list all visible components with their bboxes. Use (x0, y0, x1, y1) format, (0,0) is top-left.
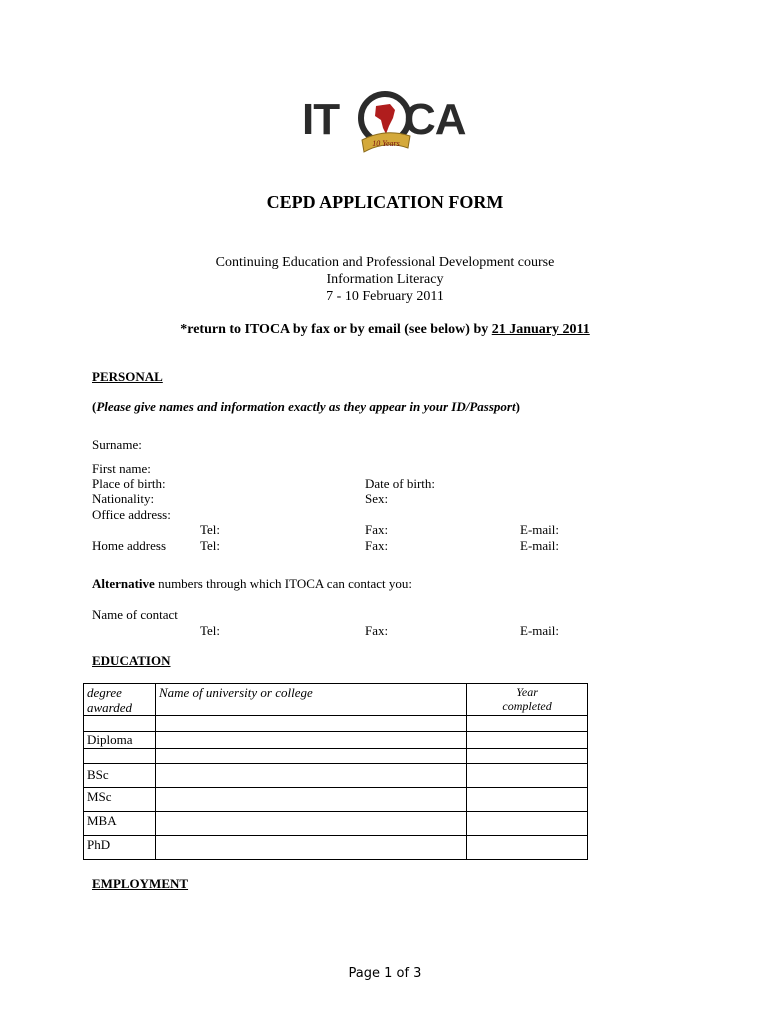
table-row (84, 764, 588, 788)
return-note-text: *return to ITOCA by fax or by email (see below) by (180, 322, 492, 337)
table-row (84, 732, 588, 749)
office-tel-label: Tel: (200, 522, 221, 537)
education-table (83, 683, 588, 860)
year-cell[interactable] (467, 836, 588, 860)
personal-instruction (92, 399, 520, 415)
table-row (84, 836, 588, 860)
university-cell[interactable] (155, 749, 466, 764)
education-heading: EDUCATION (92, 653, 171, 668)
home-tel-label: Tel: (200, 538, 221, 553)
office-address-label: Office address: (92, 507, 171, 522)
university-cell[interactable] (155, 812, 466, 836)
form-title: CEPD APPLICATION FORM (266, 192, 504, 212)
header-degree-awarded: degree awarded (84, 684, 156, 716)
return-note-date: 21 January 2011 (491, 322, 590, 337)
itoca-logo (300, 86, 470, 156)
table-row (84, 749, 588, 764)
year-cell[interactable] (467, 716, 588, 732)
surname-label: Surname: (92, 437, 142, 452)
table-header-row (84, 684, 588, 716)
degree-cell: PhD (84, 836, 156, 860)
contact-tel-label: Tel: (200, 623, 221, 638)
alternative-numbers-text (92, 576, 412, 592)
degree-cell: BSc (84, 764, 156, 788)
university-cell[interactable] (155, 716, 466, 732)
university-cell[interactable] (155, 732, 466, 749)
paren-close: ) (515, 399, 520, 414)
year-cell[interactable] (467, 764, 588, 788)
first-name-label: First name: (92, 461, 151, 476)
degree-cell: Diploma (84, 732, 156, 749)
office-email-label: E-mail: (520, 522, 559, 537)
degree-cell (84, 749, 156, 764)
office-fax-label: Fax: (365, 522, 389, 537)
degree-cell (84, 716, 156, 732)
subtitle-line-2: Information Literacy (326, 272, 444, 287)
home-address-label: Home address (92, 538, 167, 553)
alternative-bold: Alternative (92, 576, 155, 591)
contact-fax-label: Fax: (365, 623, 389, 638)
alternative-rest: numbers through which ITOCA can contact you: (154, 576, 412, 591)
year-cell[interactable] (467, 812, 588, 836)
badge-text: 10 Years (372, 139, 400, 148)
employment-heading: EMPLOYMENT (92, 876, 189, 891)
table-row (84, 812, 588, 836)
header-university: Name of university or college (155, 684, 466, 716)
table-row (84, 788, 588, 812)
university-cell[interactable] (155, 836, 466, 860)
name-of-contact-label: Name of contact (92, 607, 178, 622)
degree-cell: MBA (84, 812, 156, 836)
personal-heading: PERSONAL (92, 369, 163, 384)
return-note (0, 322, 770, 338)
year-cell[interactable] (467, 788, 588, 812)
home-email-label: E-mail: (520, 538, 559, 553)
table-row (84, 716, 588, 732)
contact-email-label: E-mail: (520, 623, 559, 638)
subtitle-line-3: 7 - 10 February 2011 (326, 289, 444, 304)
home-fax-label: Fax: (365, 538, 389, 553)
sex-label: Sex: (365, 491, 389, 506)
nationality-label: Nationality: (92, 491, 155, 506)
header-year-completed: Year completed (467, 684, 588, 716)
place-of-birth-label: Place of birth: (92, 476, 166, 491)
subtitle-line-1: Continuing Education and Professional Development course (215, 255, 555, 270)
page-number: Page 1 of 3 (348, 966, 422, 981)
instruction-text: Please give names and information exactly as they appear in your ID/Passport (96, 399, 516, 414)
paren-open: ( (92, 399, 97, 414)
university-cell[interactable] (155, 788, 466, 812)
year-cell[interactable] (467, 749, 588, 764)
logo-text-left: IT (302, 95, 340, 144)
year-cell[interactable] (467, 732, 588, 749)
university-cell[interactable] (155, 764, 466, 788)
degree-cell: MSc (84, 788, 156, 812)
logo-text-right: CA (404, 95, 466, 144)
date-of-birth-label: Date of birth: (365, 476, 436, 491)
